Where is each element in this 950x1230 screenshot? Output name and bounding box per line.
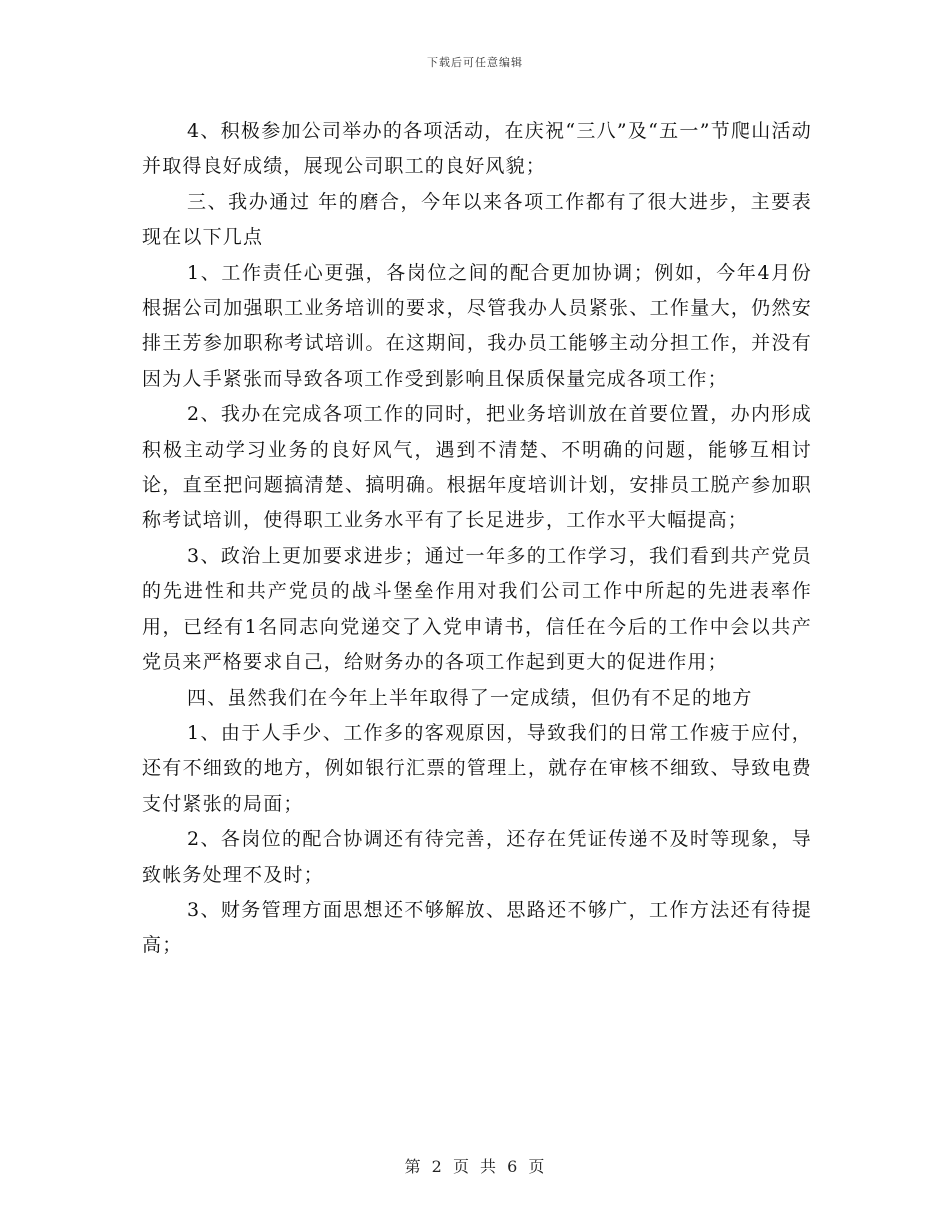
- section-four-heading: 四、虽然我们在今年上半年取得了一定成绩，但仍有不足的地方: [187, 686, 753, 709]
- paragraph-responsibility: 1、工作责任心更强，各岗位之间的配合更加协调；例如，今年4月份根据公司加强职工业务培训的要求，尽管我办人员紧张、工作量大，仍然安排王芳参加职称考试培训。在这期间，我办员工能够主动分担工作，并没有因为人手紧张而导致各项工作受到影响且保质保量完成各项工作；: [142, 261, 812, 390]
- document-body: [142, 114, 812, 964]
- page-number: 第 2 页 共 6 页: [404, 1157, 546, 1176]
- paragraph-coordination: 2、各岗位的配合协调还有待完善，还存在凭证传递不及时等现象，导致帐务处理不及时；: [142, 828, 812, 886]
- paragraph-management: 3、财务管理方面思想还不够解放、思路还不够广，工作方法还有待提高；: [142, 898, 812, 957]
- paragraph-activities: 4、积极参加公司举办的各项活动，在庆祝“三八”及“五一”节爬山活动并取得良好成绩，展现公司职工的良好风貌；: [142, 120, 812, 178]
- section-three-heading: 三、我办通过 年的磨合，今年以来各项工作都有了很大进步，主要表现在以下几点: [142, 190, 812, 249]
- paragraph-political: 3、政治上更加要求进步；通过一年多的工作学习，我们看到共产党员的先进性和共产党员的战斗堡垒作用对我们公司工作中所起的先进表率作用，已经有1名同志向党递交了入党申请书，信任在今后的工作中会以共产党员来严格要求自己，给财务办的各项工作起到更大的促进作用；: [142, 544, 812, 674]
- paragraph-shortage: 1、由于人手少、工作多的客观原因，导致我们的日常工作疲于应付，还有不细致的地方，例如银行汇票的管理上，就存在审核不细致、导致电费支付紧张的局面；: [142, 721, 812, 815]
- paragraph-training: 2、我办在完成各项工作的同时，把业务培训放在首要位置，办内形成积极主动学习业务的良好风气，遇到不清楚、不明确的问题，能够互相讨论，直至把问题搞清楚、搞明确。根据年度培训计划，安排员工脱产参加职称考试培训，使得职工业务水平有了长足进步，工作水平大幅提高；: [142, 403, 812, 532]
- header-note: 下载后可任意编辑: [427, 56, 523, 69]
